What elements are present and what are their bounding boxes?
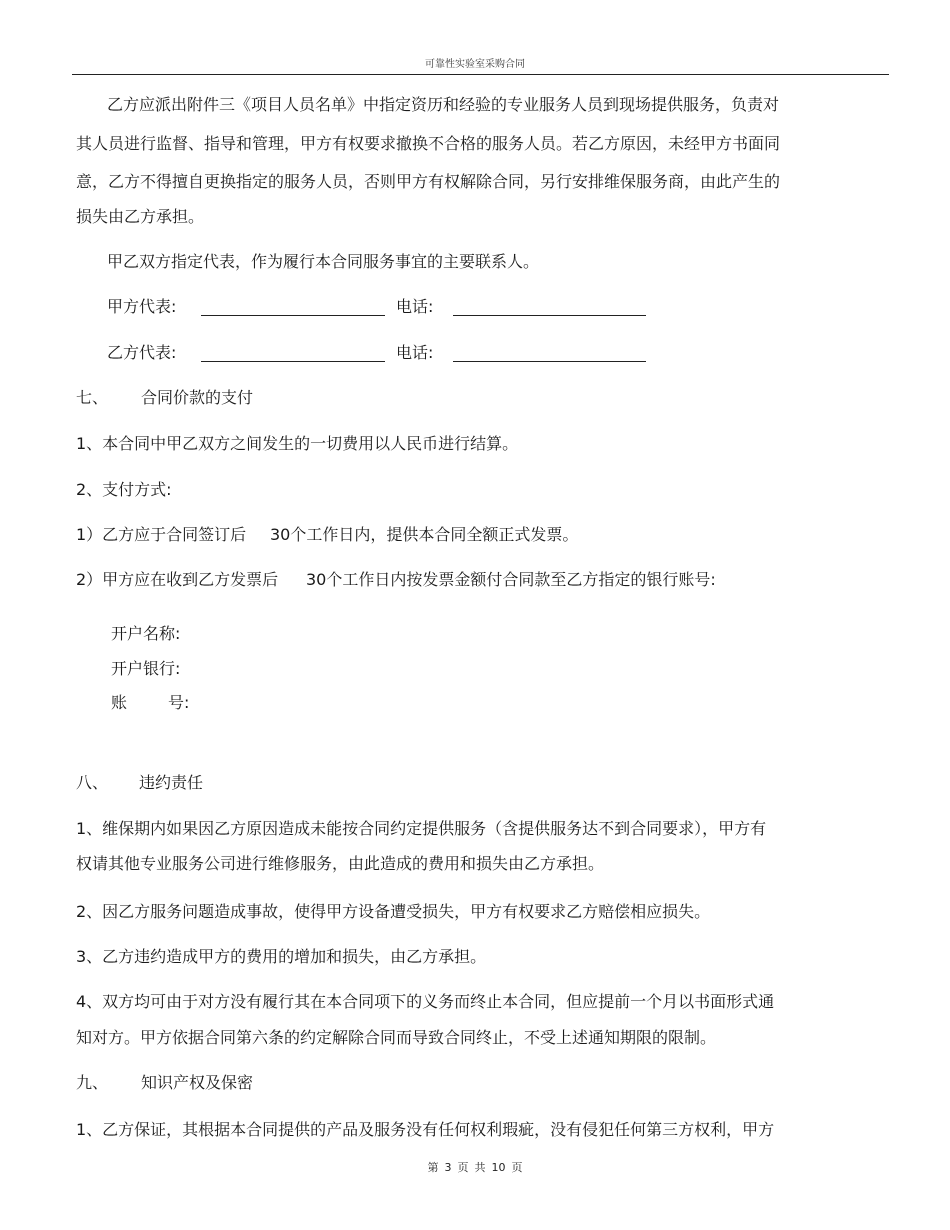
page-current: 3 [444,1161,452,1174]
account-number-label-part: 号: [168,693,190,712]
clause: 2、因乙方服务问题造成事故，使得甲方设备遭受损失，甲方有权要求乙方赔偿相应损失。 [76,902,711,921]
page-suffix: 页 [511,1161,523,1174]
page-footer [0,1159,950,1175]
header-divider [72,74,889,75]
para-line: 意，乙方不得擅自更换指定的服务人员，否则甲方有权解除合同，另行安排维保服务商，由此产生的 [76,172,781,191]
party-b-phone-label: 电话: [396,343,434,362]
account-name-label: 开户名称: [111,624,181,643]
section-number: 九、 [76,1073,109,1092]
section-title: 知识产权及保密 [141,1073,254,1092]
contact-intro: 甲乙双方指定代表，作为履行本合同服务事宜的主要联系人。 [107,252,540,271]
page-prefix: 第 [427,1161,439,1174]
account-bank-label: 开户银行: [111,659,181,678]
party-b-phone-field[interactable] [453,345,646,366]
clause: 4、双方均可由于对方没有履行其在本合同项下的义务而终止本合同，但应提前一个月以书面形式通 [76,992,775,1011]
party-b-rep-field[interactable] [201,345,385,366]
section-number: 七、 [76,388,109,407]
sub-clause-part: 30个工作日内，提供本合同全额正式发票。 [270,525,579,544]
clause: 2、支付方式: [76,480,172,499]
sub-clause-part: 2）甲方应在收到乙方发票后 [76,570,279,589]
party-a-phone-field[interactable] [453,299,646,320]
party-a-rep-field[interactable] [201,299,385,320]
clause: 权请其他专业服务公司进行维修服务，由此造成的费用和损失由乙方承担。 [76,854,605,873]
section-number: 八、 [76,773,109,792]
clause: 1、本合同中甲乙双方之间发生的一切费用以人民币进行结算。 [76,434,519,453]
page-mid: 页 [457,1161,469,1174]
clause: 知对方。甲方依据合同第六条的约定解除合同而导致合同终止，不受上述通知期限的限制。 [76,1028,717,1047]
para-line: 其人员进行监督、指导和管理，甲方有权要求撤换不合格的服务人员。若乙方原因，未经甲方书面同 [76,134,781,153]
section-title: 违约责任 [139,773,204,792]
party-b-rep-label: 乙方代表: [107,343,177,362]
para-line: 损失由乙方承担。 [76,207,205,226]
page-total: 10 [491,1161,506,1174]
sub-clause-part: 1）乙方应于合同签订后 [76,525,247,544]
account-number-label-part: 账 [111,693,128,712]
clause: 1、维保期内如果因乙方原因造成未能按合同约定提供服务（含提供服务达不到合同要求），甲方有 [76,819,767,838]
party-a-rep-label: 甲方代表: [107,297,177,316]
clause: 3、乙方违约造成甲方的费用的增加和损失，由乙方承担。 [76,947,487,966]
page-header: 可靠性实验室采购合同 [425,59,525,70]
party-a-phone-label: 电话: [396,297,434,316]
page-total-prefix: 共 [474,1161,486,1174]
sub-clause-part: 30个工作日内按发票金额付合同款至乙方指定的银行账号: [306,570,716,589]
section-title: 合同价款的支付 [141,388,254,407]
clause: 1、乙方保证，其根据本合同提供的产品及服务没有任何权利瑕疵，没有侵犯任何第三方权利，甲方 [76,1120,775,1139]
para-line: 乙方应派出附件三《项目人员名单》中指定资历和经验的专业服务人员到现场提供服务，负责对 [107,95,780,114]
